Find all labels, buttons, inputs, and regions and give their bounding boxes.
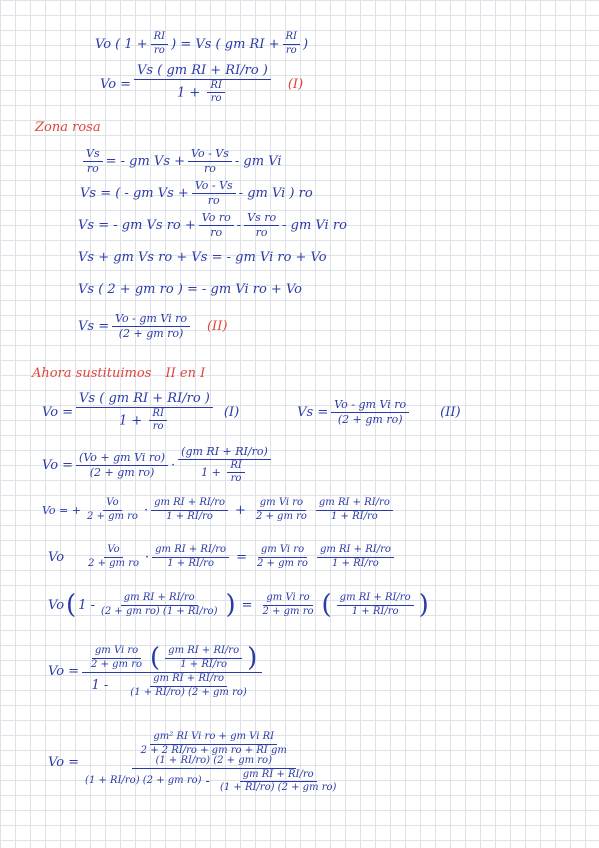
section-heading-zona-rosa: Zona rosa bbox=[35, 120, 101, 135]
equation-z4: Vs + gm Vs ro + Vs = - gm Vi ro + Vo bbox=[78, 250, 327, 265]
eq-text: ) = Vs ( gm RI + bbox=[171, 36, 280, 52]
equation-s6: Vo = $\frac{\text{gm Vi ro}}{\text{2 + gm ro}}$ ( $\frac{\text{gm RI + RI/ro}}{1 + RI/ro}$ ) 1 - $\frac{\text{gm RI + RI/ro}}{\text{(1 + RI/ro) (2 + gm ro)}}$ bbox=[48, 645, 265, 698]
equation-z1: $\frac{Vs}{ro}$ = - gm Vs + $\frac{Vo - Vs}{ro}$ - gm Vi bbox=[80, 148, 282, 174]
equation-s7: Vo = $\frac{\text{gm² RI Vi ro + gm Vi RI}}{\text{2 + 2 RI/ro + gm ro + RI gm}}$ (1 + RI/ro) (2 + gm ro) (1 + RI/ro) (2 + gm ro) - $\frac{\text{gm RI + RI/ro}}{\text{(1 + RI/ro) (2 + gm ro)}}$ bbox=[48, 731, 337, 793]
fraction: $\frac{RI}{ro}$ bbox=[283, 32, 300, 56]
equation-z6: Vs = $\frac{\text{Vo - gm Vi ro}}{\text{(2 + gm ro)}}$ (II) bbox=[78, 312, 228, 340]
equation-s2: Vo = $\frac{\text{(Vo + gm Vi ro)}}{\text{(2 + gm ro)}}$ · (gm RI + RI/ro) 1 + $\frac{RI}{ro}$ bbox=[42, 446, 274, 485]
equation-line-2 bbox=[100, 64, 303, 105]
equation-tag: (I) bbox=[287, 76, 304, 92]
equation-z2: Vs = ( - gm Vs + $\frac{Vo - Vs}{ro}$ - gm Vi ) ro bbox=[80, 179, 313, 207]
equation-line-1 bbox=[95, 32, 308, 56]
fraction: Vs ( gm RI + RI/ro ) 1 + $\frac{RI}{ro}$ bbox=[134, 64, 271, 105]
equation-z5: Vs ( 2 + gm ro ) = - gm Vi ro + Vo bbox=[78, 282, 302, 297]
equation-s1: Vo = Vs ( gm RI + RI/ro ) 1 + $\frac{RI}{ro}$ (I) Vs = $\frac{\text{Vo - gm Vi ro}}{\text{(2 + gm ro)}}$ (II) bbox=[42, 391, 461, 433]
equation-s5: Vo ( 1 - $\frac{\text{gm RI + RI/ro}}{\text{(2 + gm ro) (1 + RI/ro)}}$ ) = $\frac{\text{gm Vi ro}}{\text{2 + gm ro}}$ ( $\frac{\text{gm RI + RI/ro}}{1 + RI/ro}$ ) bbox=[48, 590, 429, 620]
equation-s4: Vo $\frac{Vo}{\text{2 + gm ro}}$ · $\frac{\text{gm RI + RI/ro}}{1 + RI/ro}$ = $\frac{\text{gm Vi ro}}{\text{2 + gm ro}}$ $\frac{\text{gm RI + RI/ro}}{1 + RI/ro}$ bbox=[48, 545, 397, 569]
eq-text: Vo = bbox=[100, 76, 132, 92]
eq-text: ) bbox=[302, 36, 309, 52]
equation-z3: Vs = - gm Vs ro + $\frac{\text{Vo ro}}{ro}$ - $\frac{\text{Vs ro}}{ro}$ - gm Vi ro bbox=[78, 211, 347, 239]
paren-close: ) bbox=[225, 590, 236, 620]
section-heading-sustituimos: Ahora sustituimos II en I bbox=[32, 366, 206, 381]
fraction: $\frac{RI}{ro}$ bbox=[151, 32, 168, 56]
paren-open: ( bbox=[66, 590, 77, 620]
equation-s3: Vo = + $\frac{Vo}{\text{2 + gm ro}}$ · $\frac{\text{gm RI + RI/ro}}{1 + RI/ro}$ + $\frac{\text{gm Vi ro}}{\text{2 + gm ro}}$ $\frac{\text{gm RI + RI/ro}}{1 + RI/ro}$ bbox=[42, 498, 396, 522]
eq-text: Vo ( 1 + bbox=[95, 36, 148, 52]
